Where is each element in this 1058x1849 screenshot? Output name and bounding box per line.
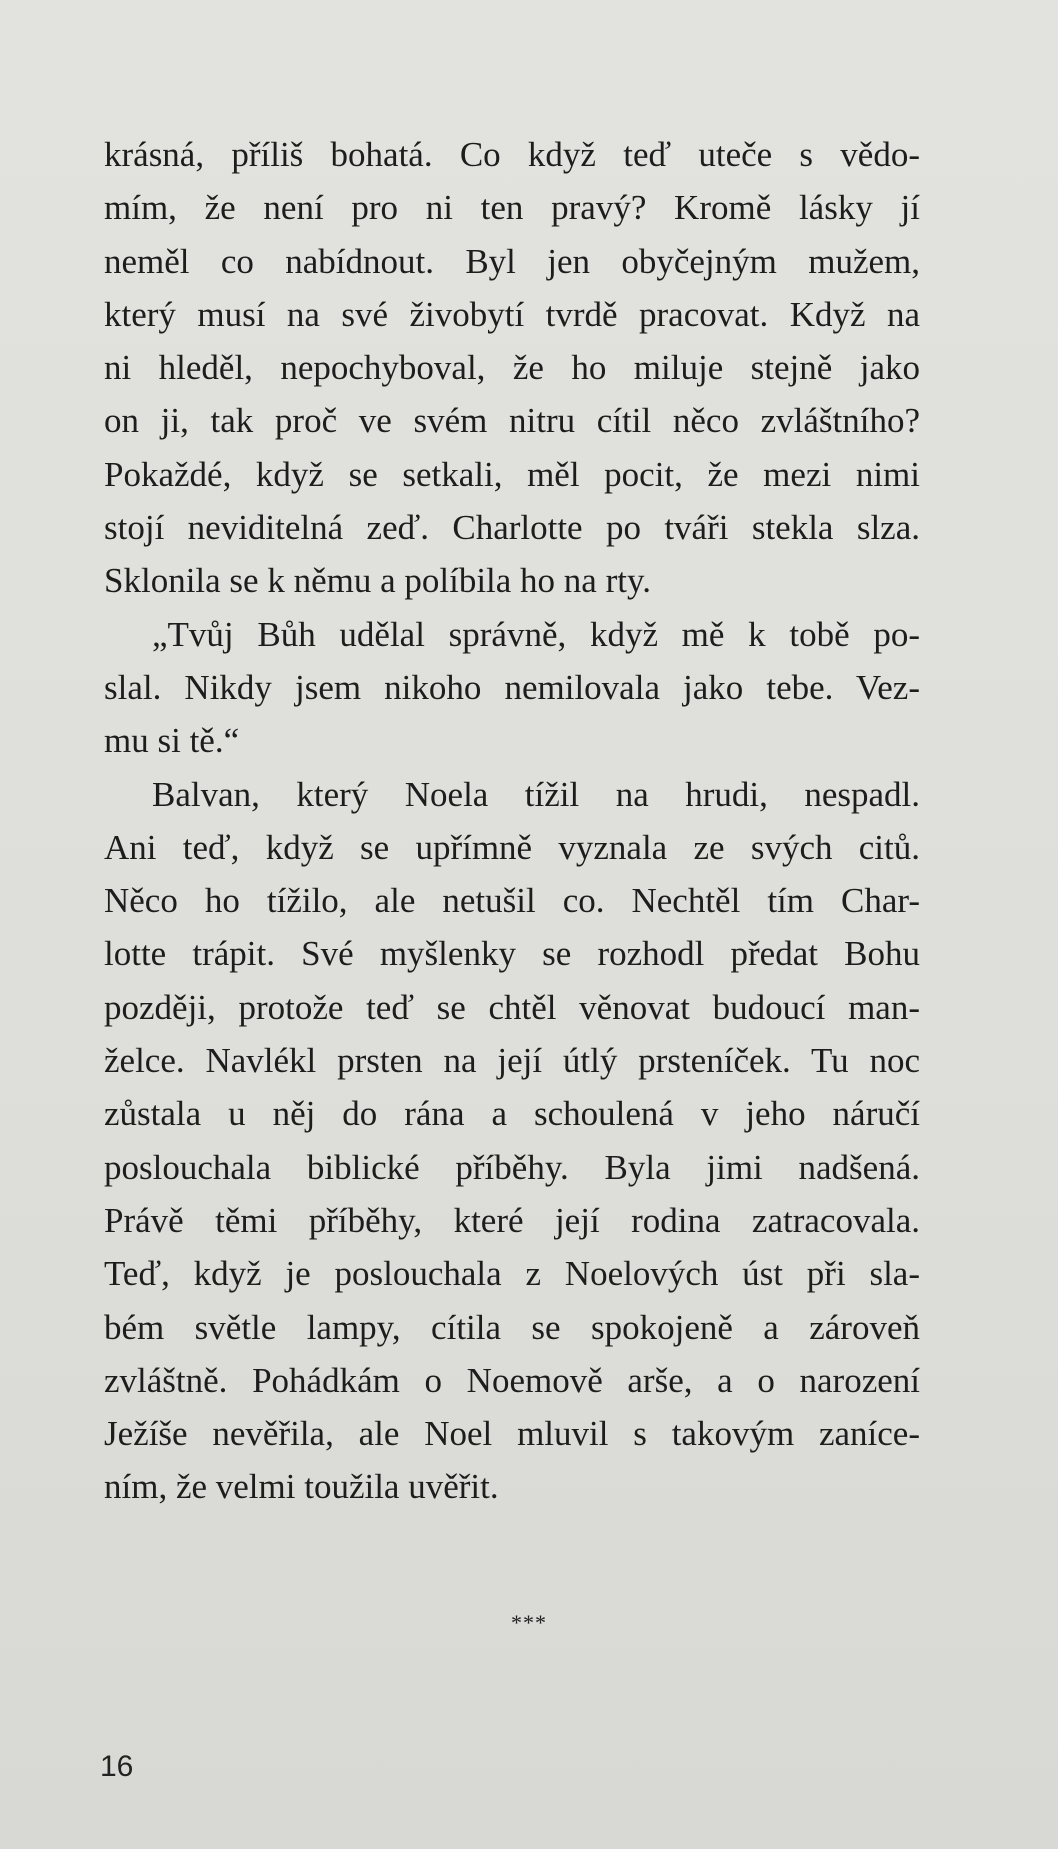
text-line: Sklonila se k němu a políbila ho na rty. bbox=[104, 561, 651, 601]
text-line: lotte trápit. Své myšlenky se rozhodl předat Bohu bbox=[104, 934, 920, 974]
text-line: Teď, když je poslouchala z Noelových úst při sla- bbox=[104, 1254, 920, 1294]
section-divider: *** bbox=[511, 1610, 547, 1635]
text-line: mu si tě.“ bbox=[104, 721, 240, 761]
text-line: poslouchala biblické příběhy. Byla jimi nadšená. bbox=[104, 1147, 920, 1187]
text-line: krásná, příliš bohatá. Co když teď uteče s vědo- bbox=[104, 135, 920, 174]
text-line: bém světle lampy, cítila se spokojeně a zároveň bbox=[104, 1307, 920, 1347]
text-line: který musí na své živobytí tvrdě pracovat. Když na bbox=[104, 294, 920, 334]
text-line: později, protože teď se chtěl věnovat budoucí man- bbox=[104, 987, 920, 1027]
text-line: želce. Navlékl prsten na její útlý prsteníček. Tu noc bbox=[104, 1041, 920, 1081]
body-text bbox=[104, 128, 920, 1514]
text-line: stojí neviditelná zeď. Charlotte po tváři stekla slza. bbox=[104, 508, 920, 548]
text-line: Balvan, který Noela tížil na hrudi, nespadl. bbox=[152, 774, 920, 814]
text-line: Pokaždé, když se setkali, měl pocit, že mezi nimi bbox=[104, 454, 920, 494]
text-line: slal. Nikdy jsem nikoho nemilovala jako tebe. Vez- bbox=[104, 667, 920, 707]
text-line: mím, že není pro ni ten pravý? Kromě lásky jí bbox=[104, 188, 920, 228]
text-line: zůstala u něj do rána a schoulená v jeho náručí bbox=[104, 1094, 920, 1134]
text-line: Právě těmi příběhy, které její rodina zatracovala. bbox=[104, 1200, 920, 1240]
text-line: Ani teď, když se upřímně vyznala ze svých citů. bbox=[104, 827, 920, 867]
text-line: neměl co nabídnout. Byl jen obyčejným mužem, bbox=[104, 241, 920, 281]
text-line: „Tvůj Bůh udělal správně, když mě k tobě po- bbox=[152, 614, 920, 654]
text-line: Něco ho tížilo, ale netušil co. Nechtěl tím Char- bbox=[104, 881, 920, 921]
text-line: on ji, tak proč ve svém nitru cítil něco zvláštního? bbox=[104, 401, 920, 441]
page-number: 16 bbox=[100, 1750, 134, 1783]
text-line: ni hleděl, nepochyboval, že ho miluje stejně jako bbox=[104, 348, 920, 388]
text-line: zvláštně. Pohádkám o Noemově arše, a o narození bbox=[104, 1360, 920, 1400]
text-line: ním, že velmi toužila uvěřit. bbox=[104, 1467, 499, 1507]
text-line: Ježíše nevěřila, ale Noel mluvil s takovým zaníce- bbox=[104, 1414, 920, 1454]
